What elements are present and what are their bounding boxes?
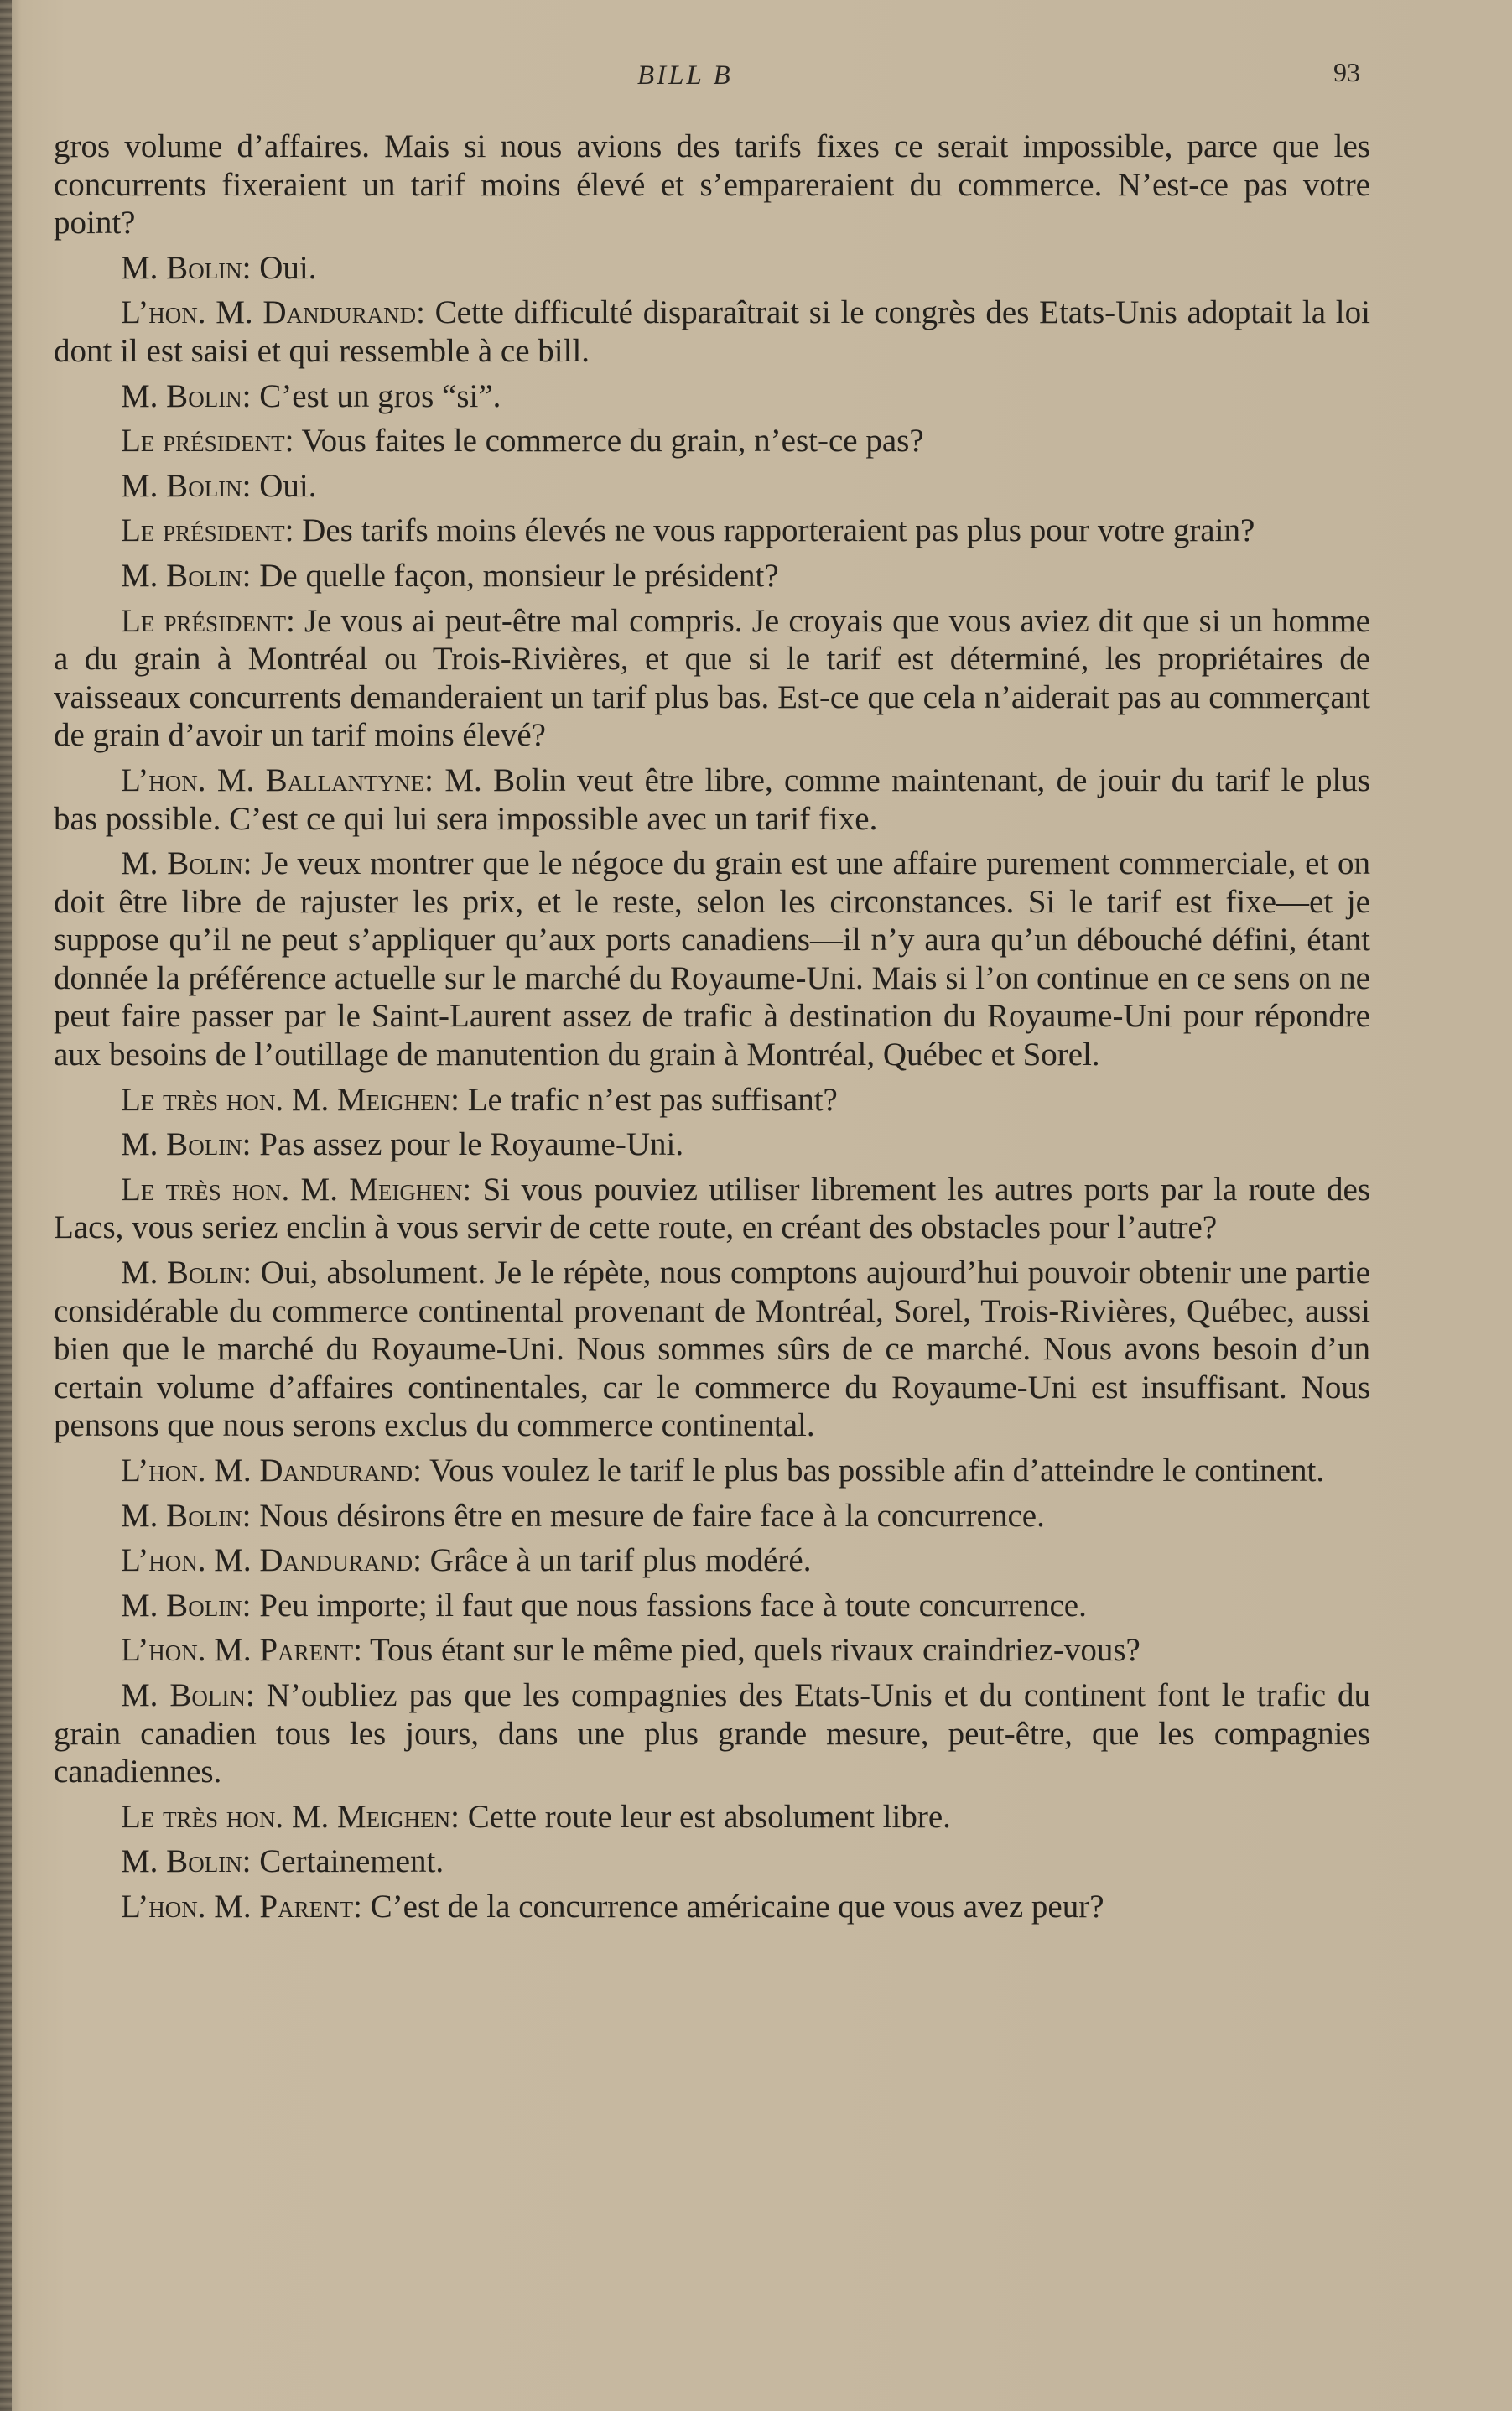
paragraph	[54, 1888, 1370, 1926]
speech-text: C’est de la concurrence américaine que vous avez peur?	[361, 1888, 1104, 1925]
speech-text: Grâce à un tarif plus modéré.	[421, 1542, 812, 1579]
speech-text: Pas assez pour le Royaume-Uni.	[251, 1126, 684, 1163]
speaker-name: M. Bolin:	[121, 1497, 252, 1534]
paragraph	[54, 127, 1370, 242]
running-head	[0, 52, 1512, 102]
paragraph	[54, 377, 1370, 416]
speaker-name: Le très hon. M. Meighen:	[121, 1081, 460, 1118]
speaker-name: Le très hon. M. Meighen:	[121, 1798, 460, 1835]
speaker-name: M. Bolin:	[121, 1126, 252, 1163]
speech-text: Des tarifs moins élevés ne vous rapporteraient pas plus pour votre grain?	[294, 512, 1255, 549]
paragraph	[54, 1631, 1370, 1670]
speech-text: Tous étant sur le même pied, quels rivaux craindriez-vous?	[361, 1632, 1140, 1669]
speaker-name: M. Bolin:	[121, 1255, 252, 1291]
paragraph	[54, 249, 1370, 288]
paragraph	[54, 512, 1370, 550]
page-number: 93	[1333, 57, 1360, 87]
paragraph	[54, 1587, 1370, 1625]
speech-text: Le trafic n’est pas suffisant?	[459, 1081, 838, 1118]
paragraph	[54, 1798, 1370, 1837]
speaker-name: M. Bolin:	[121, 249, 252, 286]
speaker-name: L’hon. M. Dandurand:	[121, 1542, 422, 1579]
paragraph	[54, 761, 1370, 838]
speech-text: Certainement.	[251, 1843, 444, 1880]
speech-text: Si vous pouviez utiliser librement les autres ports par la route des Lacs, vous seriez enclin à vous servir de cette route, en créant des obstacles pour l’autre?	[54, 1171, 1371, 1246]
paragraph	[54, 557, 1370, 595]
paragraph	[54, 422, 1370, 460]
paragraph	[54, 1081, 1370, 1120]
speech-text: Oui, absolument. Je le répète, nous comptons aujourd’hui pouvoir obtenir une partie considérable du commerce continental provenant de Montréal, Sorel, Trois-Rivières, Québec, aussi bien que le marché du Royaume-Uni. Nous sommes sûrs de ce marché. Nous avons besoin d’un certain volume d’affaires continentales, car le commerce du Royaume-Uni est insuffisant. Nous pensons que nous serons exclus du commerce continental.	[54, 1255, 1370, 1444]
speaker-name: Le président:	[121, 423, 294, 460]
speech-text: Je vous ai peut-être mal compris. Je croyais que vous aviez dit que si un homme a du grain à Montréal ou Trois-Rivières, et que si le tarif est déterminé, les propriétaires de vaisseaux concurrents demanderaient un tarif plus bas. Est-ce que cela n’aiderait pas au commerçant de grain d’avoir un tarif moins élevé?	[54, 602, 1370, 754]
speaker-name: M. Bolin:	[121, 1587, 252, 1624]
speaker-name: L’hon. M. Ballantyne:	[121, 761, 434, 798]
speech-text: Cette difficulté disparaîtrait si le congrès des Etats-Unis adoptait la loi dont il est saisi et qui ressemble à ce bill.	[54, 294, 1370, 369]
speaker-name: L’hon. M. Dandurand:	[121, 1452, 422, 1489]
speaker-name: L’hon. M. Parent:	[121, 1632, 362, 1669]
paragraph	[54, 1541, 1370, 1580]
speech-text: Vous voulez le tarif le plus bas possible afin d’atteindre le continent.	[421, 1452, 1325, 1489]
paragraph	[54, 844, 1370, 1074]
paragraph	[54, 602, 1370, 755]
paragraph	[54, 1125, 1370, 1164]
speaker-name: M. Bolin:	[121, 1676, 255, 1713]
paragraph	[54, 294, 1370, 370]
speech-text: M. Bolin veut être libre, comme maintenant, de jouir du tarif le plus bas possible. C’est ce qui lui sera impossible avec un tarif fixe.	[54, 761, 1371, 837]
page-binding-edge	[0, 0, 12, 2411]
speech-text: N’oubliez pas que les compagnies des Etats-Unis et du continent font le trafic du grain canadien tous les jours, dans une plus grande mesure, peut-être, que les compagnies canadiennes.	[54, 1676, 1370, 1790]
paragraph	[54, 1452, 1370, 1490]
speech-text: Vous faites le commerce du grain, n’est-ce pas?	[294, 423, 924, 460]
paragraph	[54, 467, 1370, 506]
speech-text: Cette route leur est absolument libre.	[459, 1798, 951, 1835]
paragraph	[54, 1676, 1370, 1791]
speech-text: Je veux montrer que le négoce du grain est une affaire purement commerciale, et on doit être libre de rajuster les prix, et le reste, selon les circonstances. Si le tarif est fixe—et je suppose qu’il ne peut s’appliquer qu’aux ports canadiens—il n’y aura qu’un débouché défini, étant donnée la préférence actuelle sur le marché du Royaume-Uni. Mais si l’on continue en ce sens on ne peut faire passer par le Saint-Laurent assez de trafic à destination du Royaume-Uni pour répondre aux besoins de l’outillage de manutention du grain à Montréal, Québec et Sorel.	[54, 845, 1370, 1073]
body-text	[54, 127, 1370, 1933]
speaker-name: M. Bolin:	[121, 1843, 252, 1880]
speech-text: Oui.	[251, 249, 317, 286]
speech-text: Peu importe; il faut que nous fassions face à toute concurrence.	[251, 1587, 1087, 1624]
speaker-name: M. Bolin:	[121, 467, 252, 504]
paragraph	[54, 1254, 1370, 1445]
speaker-name: Le président:	[121, 512, 294, 549]
running-title: BILL B	[637, 60, 733, 91]
speech-text: Nous désirons être en mesure de faire face à la concurrence.	[251, 1497, 1045, 1534]
speaker-name: Le très hon. M. Meighen:	[121, 1171, 472, 1208]
speech-text: gros volume d’affaires. Mais si nous avions des tarifs fixes ce serait impossible, parce que les concurrents fixeraient un tarif moins élevé et s’empareraient du commerce. N’est-ce pas votre point?	[54, 128, 1370, 242]
paragraph	[54, 1171, 1370, 1247]
speech-text: Oui.	[251, 467, 317, 504]
speaker-name: M. Bolin:	[121, 557, 252, 594]
paragraph	[54, 1497, 1370, 1535]
speaker-name: L’hon. M. Dandurand:	[121, 294, 425, 331]
speaker-name: Le président:	[121, 602, 295, 639]
paragraph	[54, 1842, 1370, 1881]
speaker-name: M. Bolin:	[121, 845, 252, 882]
speech-text: C’est un gros “si”.	[251, 377, 501, 414]
speaker-name: M. Bolin:	[121, 377, 252, 414]
speech-text: De quelle façon, monsieur le président?	[251, 557, 779, 594]
speaker-name: L’hon. M. Parent:	[121, 1888, 362, 1925]
